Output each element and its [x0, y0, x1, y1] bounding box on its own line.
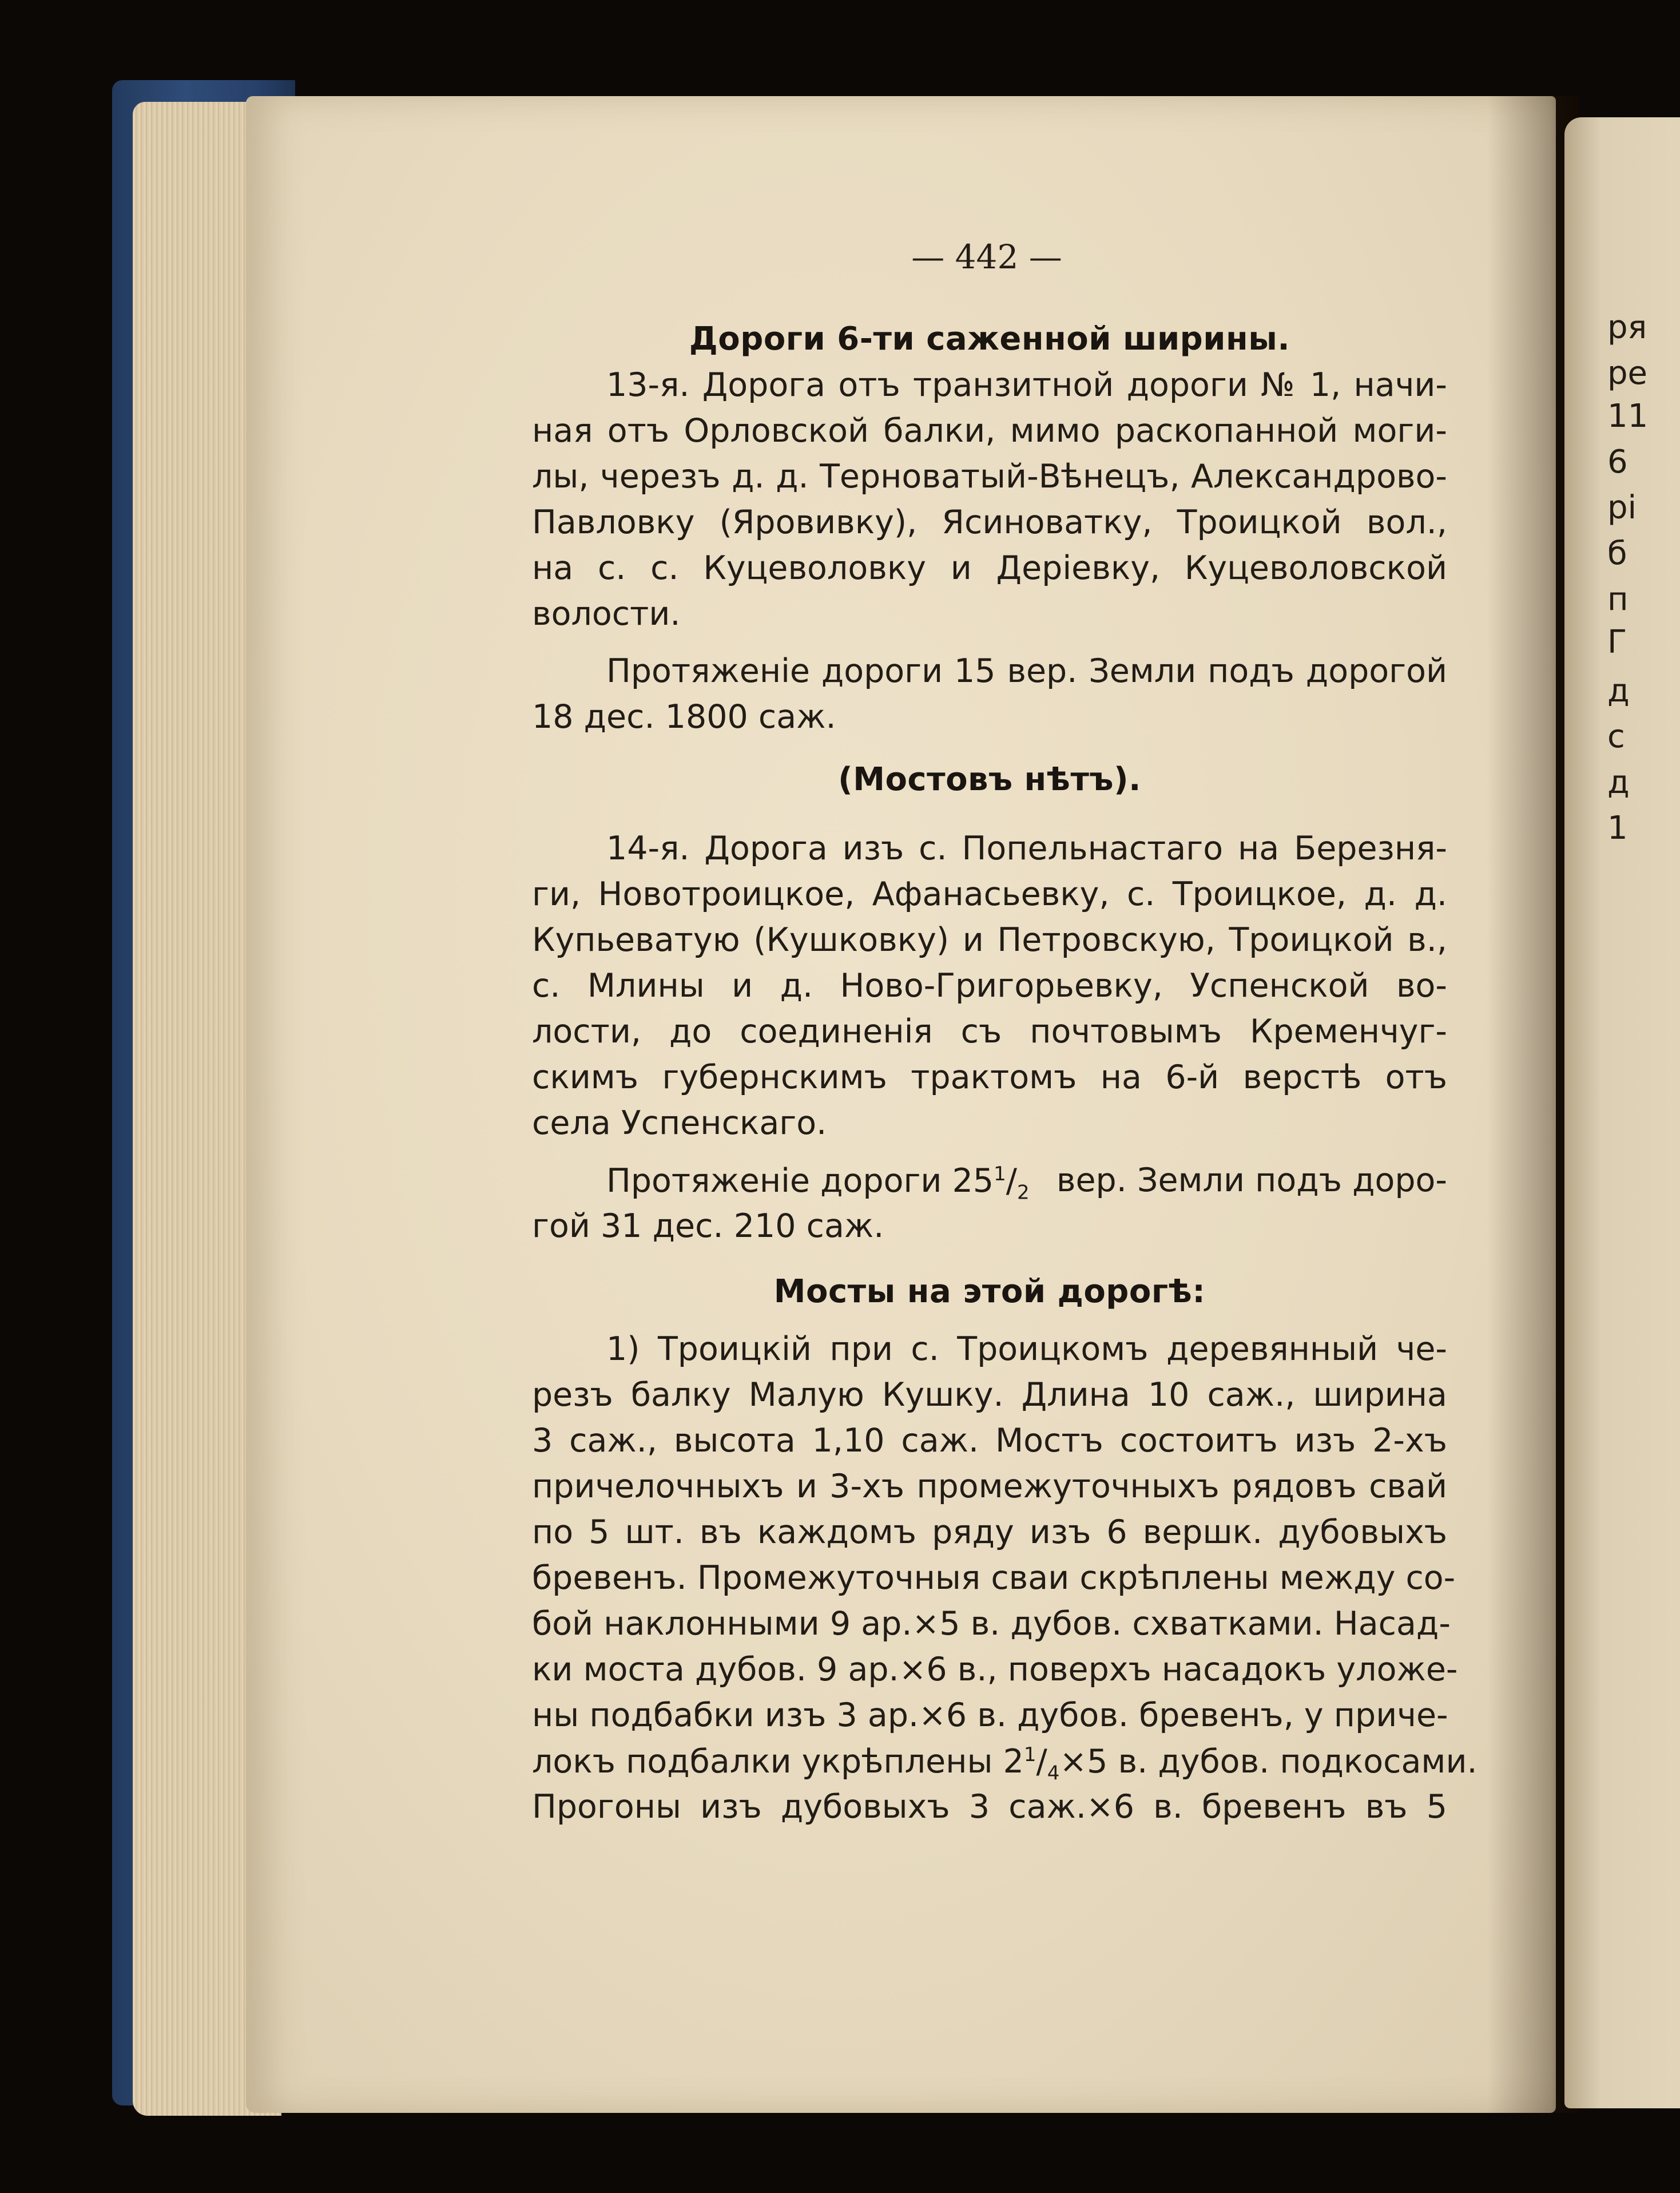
- text-line: Протяженіе дороги 15 вер. Земли подъ дорогой: [606, 652, 1447, 690]
- section-heading: (Мостовъ нѣтъ).: [838, 761, 1141, 798]
- text-line: ны подбабки изъ 3 ар.×6 в. дубов. бревенъ, у приче-: [532, 1696, 1448, 1734]
- text-line: скимъ губернскимъ трактомъ на 6-й верстѣ отъ: [532, 1058, 1447, 1096]
- text-line: на с. с. Куцеволовку и Деріевку, Куцеволовской: [532, 549, 1447, 587]
- facing-fragment: Г: [1607, 624, 1627, 661]
- text-segment: Протяженіе дороги $25^1/_2$: [606, 1162, 1030, 1204]
- text-line: причелочныхъ и 3-хъ промежуточныхъ рядовъ свай: [532, 1468, 1447, 1505]
- text-line: 13-я. Дорога отъ транзитной дороги № 1, начи-: [606, 366, 1447, 404]
- text-line: по 5 шт. въ каждомъ ряду изъ 6 вершк. дубовыхъ: [532, 1513, 1447, 1551]
- text-line: бой наклонными 9 ар.×5 в. дубов. схватками. Насад-: [532, 1605, 1451, 1643]
- text-line: ги, Новотроицкое, Афанасьевку, с. Троицкое, д. д.: [532, 875, 1447, 913]
- text-line: 3 саж., высота 1,10 саж. Мостъ состоитъ изъ 2-хъ: [532, 1422, 1447, 1460]
- text-line-fraction: [532, 1743, 1478, 1785]
- text-line: ная отъ Орловской балки, мимо раскопанной моги-: [532, 412, 1447, 450]
- facing-fragment: п: [1607, 581, 1629, 618]
- text-line: лости, до соединенія съ почтовымъ Кременчуг-: [532, 1013, 1447, 1050]
- facing-fragment: д: [1607, 764, 1630, 801]
- text-line-fraction: [532, 1161, 1447, 1204]
- text-line: Прогоны изъ дубовыхъ 3 саж.×6 в. бревенъ въ 5: [532, 1788, 1447, 1826]
- facing-fragment: д: [1607, 672, 1630, 709]
- text-segment: вер. Земли подъ доро-: [1056, 1161, 1447, 1199]
- facing-fragment: б: [1607, 535, 1627, 572]
- facing-fragment: 11: [1607, 398, 1649, 435]
- text-line: с. Млины и д. Ново-Григорьевку, Успенской во-: [532, 967, 1447, 1005]
- text-line: села Успенскаго.: [532, 1104, 827, 1142]
- text-line: резъ балку Малую Кушку. Длина 10 саж., ширина: [532, 1376, 1447, 1414]
- text-line: ки моста дубов. 9 ар.×6 в., поверхъ насадокъ уложе-: [532, 1651, 1458, 1688]
- facing-fragment: ря: [1607, 309, 1647, 346]
- facing-fragment: рі: [1607, 489, 1637, 526]
- text-line: гой 31 дес. 210 саж.: [532, 1207, 884, 1245]
- facing-fragment: 6: [1607, 443, 1628, 481]
- text-line: бревенъ. Промежуточныя сваи скрѣплены между со-: [532, 1559, 1456, 1597]
- text-line: волости.: [532, 595, 681, 633]
- text-segment: локъ подбалки укрѣплены $2^1/_4\times 5$ в. дубов. подкосами.: [532, 1743, 1478, 1785]
- facing-fragment: 1: [1607, 810, 1628, 847]
- text-line: лы, черезъ д. д. Терноватый-Вѣнецъ, Александрово-: [532, 458, 1447, 495]
- text-line: Купьеватую (Кушковку) и Петровскую, Троицкой в.,: [532, 921, 1447, 959]
- section-heading: Дороги 6-ти саженной ширины.: [689, 320, 1290, 358]
- section-heading: Мосты на этой дорогѣ:: [773, 1273, 1206, 1310]
- facing-fragment: с: [1607, 718, 1625, 755]
- text-line: 1) Троицкій при с. Троицкомъ деревянный че-: [606, 1330, 1447, 1368]
- text-line: 14-я. Дорога изъ с. Попельнастаго на Березня-: [606, 830, 1447, 867]
- text-line: Павловку (Яровивку), Ясиноватку, Троицкой вол.,: [532, 503, 1447, 541]
- page-number: — 442 —: [911, 237, 1062, 276]
- text-line: 18 дес. 1800 саж.: [532, 698, 836, 736]
- facing-fragment: ре: [1607, 355, 1647, 392]
